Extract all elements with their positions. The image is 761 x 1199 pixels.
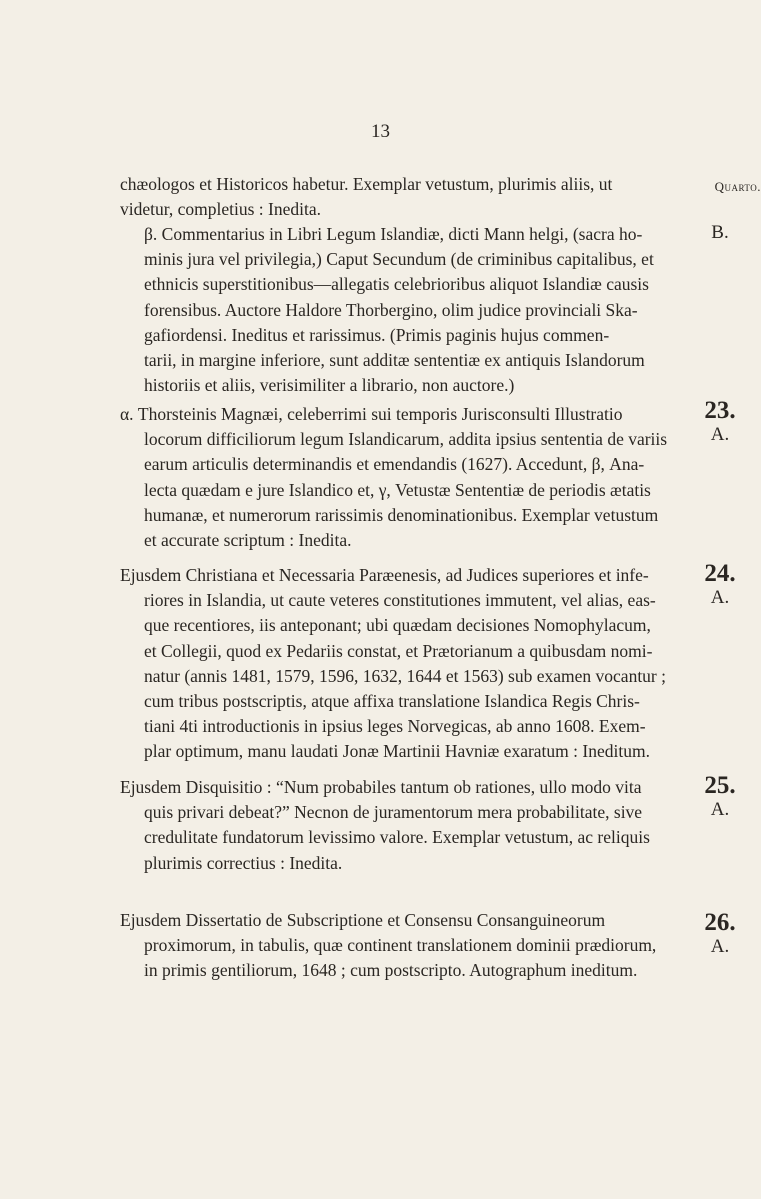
entry-23-thorsteinis [120,402,700,553]
text-line: locorum difficiliorum legum Islandicarum, addita ipsius sententia de variis [144,429,668,450]
margin-note-24 [693,561,747,609]
text-line: plurimis correctius : Inedita. [144,852,343,873]
shelf-number: 25. [704,772,736,799]
text-line: ethnicis superstitionibus—allegatis celebrioribus aliquot Islandiæ causis [144,274,649,295]
text-line: videtur, completius : Inedita. [120,199,321,220]
shelf-letter: A. [710,587,730,608]
page-number: 13 [371,121,390,142]
text-line: tarii, in margine inferiore, sunt additæ sententiæ ex antiquis Islandorum [144,350,645,371]
text-line: proximorum, in tabulis, quæ continent translationem dominii prædiorum, [144,935,657,956]
text-line: gafiordensi. Ineditus et rarissimus. (Primis paginis hujus commen- [144,324,610,345]
shelf-number: 23. [704,397,736,424]
text-line: que recentiores, iis anteponant; ubi quædam decisiones Nomophylacum, [144,615,651,636]
text-line: tiani 4ti introductionis in ipsius leges Norvegicas, ab anno 1608. Exem- [144,716,646,737]
text-line: natur (annis 1481, 1579, 1596, 1632, 1644 et 1563) sub examen vocantur ; [144,665,666,686]
text-line: lecta quædam e jure Islandico et, γ, Vetustæ Sententiæ de periodis ætatis [144,479,651,500]
text-line: Ejusdem Dissertatio de Subscriptione et Consensu Consanguineorum [120,910,606,930]
shelf-number: 26. [704,909,736,936]
text-line: et Collegii, quod ex Pedariis constat, et Prætorianum a quibusdam nomi- [144,640,653,661]
margin-note-b [693,222,747,244]
text-line: minis jura vel privilegia,) Caput Secundum (de criminibus capitalibus, et [144,249,654,270]
text-line: quis privari debeat?” Necnon de juramentorum mera probabilitate, sive [144,802,643,823]
text-line: α. Thorsteinis Magnæi, celeberrimi sui temporis Jurisconsulti Illustratio [120,404,623,424]
text-line: chæologos et Historicos habetur. Exemplar vetustum, plurimis aliis, ut [120,174,613,194]
shelf-letter: A. [710,936,730,957]
text-line: earum articulis determinandis et emendandis (1627). Accedunt, β, Ana- [144,454,645,475]
text-line: in primis gentiliorum, 1648 ; cum postscripto. Autographum ineditum. [144,960,638,981]
entry-beta-commentarius [120,222,700,398]
text-line: Ejusdem Disquisitio : “Num probabiles tantum ob rationes, ullo modo vita [120,777,642,797]
shelf-letter: A. [710,799,730,820]
text-line: cum tribus postscriptis, atque affixa translatione Islandica Regis Chris- [144,691,640,712]
text-line: β. Commentarius in Libri Legum Islandiæ, dicti Mann helgi, (sacra ho- [144,224,643,244]
text-line: Ejusdem Christiana et Necessaria Paræenesis, ad Judices superiores et infe- [120,565,649,585]
entry-26-ejusdem-dissertatio [120,908,700,984]
shelf-number: 24. [704,560,736,587]
margin-note-23 [693,398,747,446]
text-line: riores in Islandia, ut caute veteres constitutiones immutent, vel alias, eas- [144,590,656,611]
text-line: plar optimum, manu laudati Jonæ Martinii Havniæ exaratum : Ineditum. [144,741,650,762]
text-line: humanæ, et numerorum rarissimis denominationibus. Exemplar vetustum [144,504,659,525]
margin-note-quarto: Quarto. [714,179,761,194]
margin-note-26 [693,910,747,958]
text-line: forensibus. Auctore Haldore Thorbergino, olim judice provinciali Ska- [144,299,638,320]
shelf-letter: A. [710,424,730,445]
text-line: et accurate scriptum : Inedita. [144,530,352,551]
entry-continuation [120,172,700,222]
entry-24-ejusdem-christiana [120,563,700,765]
margin-note-25 [693,773,747,821]
entry-25-ejusdem-disquisitio [120,775,700,876]
margin-letter: B. [711,222,729,243]
text-line: historiis et aliis, verisimiliter a librario, non auctore.) [144,375,515,396]
text-line: credulitate fundatorum levissimo valore. Exemplar vetustum, ac reliquis [144,827,650,848]
